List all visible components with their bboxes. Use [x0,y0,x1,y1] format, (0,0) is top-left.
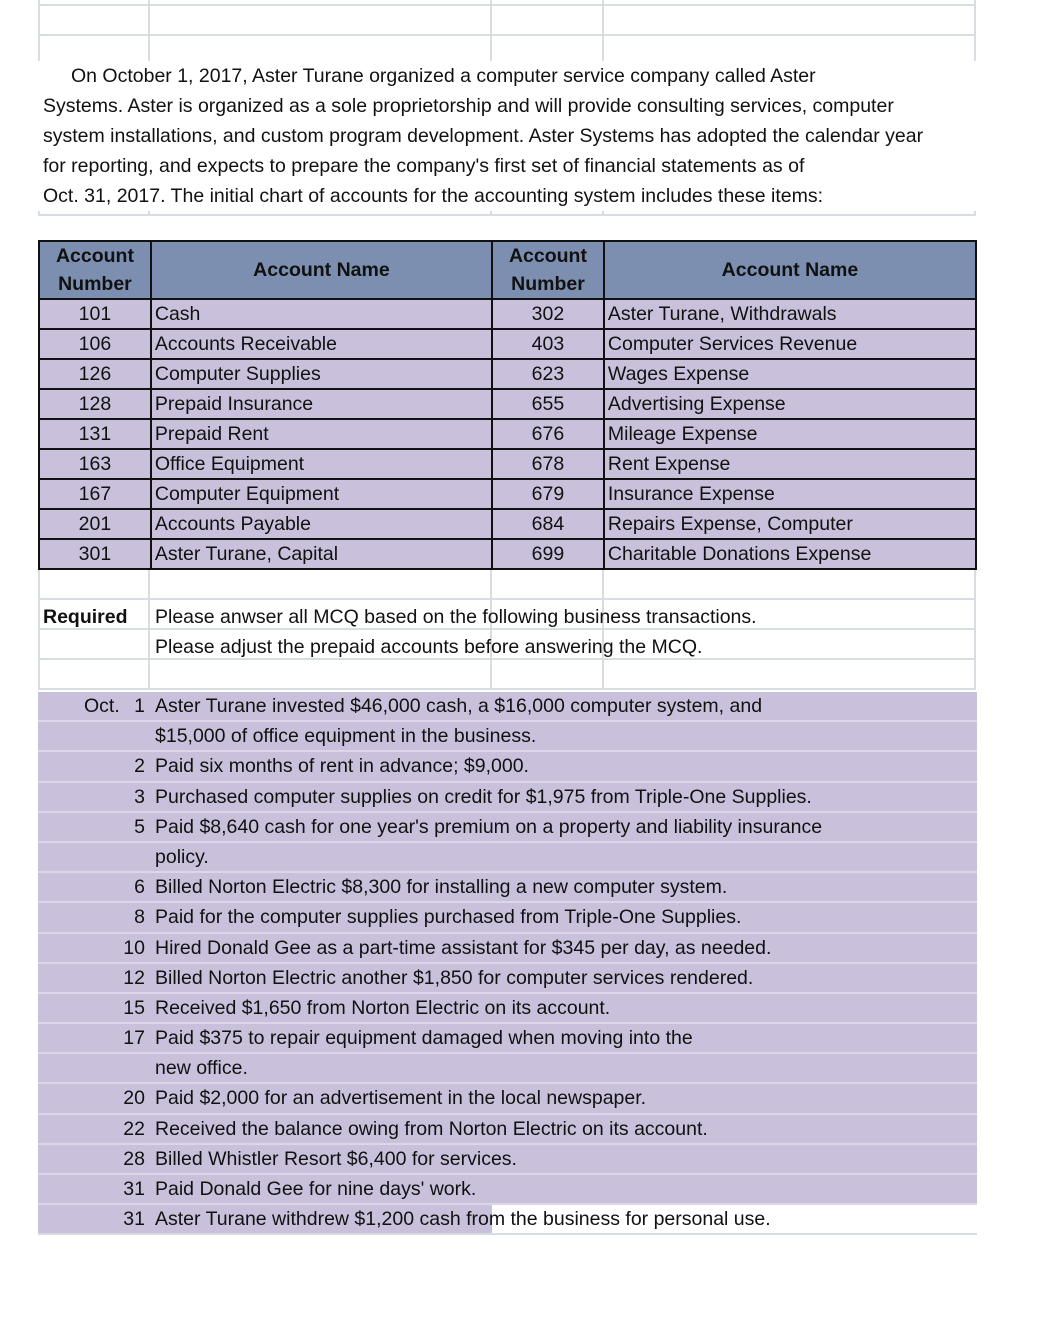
account-name-cell: Charitable Donations Expense [604,539,976,569]
transaction-day: 31 [123,1178,145,1200]
account-name-cell: Wages Expense [604,359,976,389]
account-number-cell: 201 [39,509,151,539]
account-name-header: Account Name [151,241,492,299]
account-name-cell: Aster Turane, Withdrawals [604,299,976,329]
transactions-list [38,692,977,1235]
account-name-cell: Prepaid Rent [151,419,492,449]
transaction-month: Oct. [84,695,120,717]
grid-row [38,660,976,690]
list-item [38,692,977,722]
transaction-text: policy. [155,845,209,868]
intro-line-2: Systems. Aster is organized as a sole proprietorship and will provide consulting services, computer [38,91,976,121]
required-instruction-2: Please adjust the prepaid accounts before answering the MCQ. [155,636,703,658]
table-row [39,329,976,359]
transaction-day: 5 [134,815,145,838]
required-label: Required [43,606,128,628]
table-row [39,539,976,569]
transaction-text: Billed Norton Electric another $1,850 for computer services rendered. [155,966,754,989]
account-number-cell: 655 [492,389,604,419]
account-name-cell: Computer Equipment [151,479,492,509]
intro-line-5: Oct. 31, 2017. The initial chart of accounts for the accounting system includes these items: [38,181,976,211]
transaction-text: Billed Whistler Resort $6,400 for services. [155,1147,517,1170]
transaction-text: Paid for the computer supplies purchased from Triple-One Supplies. [155,906,742,929]
list-item [38,783,977,813]
transaction-day: 1 [134,695,145,717]
transaction-text: Paid $375 to repair equipment damaged when moving into the [155,1027,693,1050]
account-name-cell: Computer Supplies [151,359,492,389]
account-name-cell: Computer Services Revenue [604,329,976,359]
table-row [39,419,976,449]
account-number-header: Account Number [39,241,151,299]
account-name-cell: Prepaid Insurance [151,389,492,419]
account-name-cell: Accounts Payable [151,509,492,539]
transaction-day: 2 [134,755,145,778]
transaction-text: Paid six months of rent in advance; $9,000. [155,755,529,778]
transaction-text: Purchased computer supplies on credit for $1,975 from Triple-One Supplies. [155,785,812,808]
account-name-cell: Mileage Expense [604,419,976,449]
account-number-cell: 403 [492,329,604,359]
transaction-day: 22 [123,1117,145,1140]
account-number-cell: 301 [39,539,151,569]
transaction-text: Received the balance owing from Norton Electric on its account. [155,1117,708,1140]
account-name-cell: Accounts Receivable [151,329,492,359]
transaction-day: 15 [123,996,145,1019]
list-item [38,873,977,903]
account-number-cell: 106 [39,329,151,359]
account-name-cell: Advertising Expense [604,389,976,419]
transaction-text: Aster Turane withdrew $1,200 cash from the business for personal use. [155,1208,771,1231]
transaction-day: 12 [123,966,145,989]
table-row [39,389,976,419]
account-number-cell: 128 [39,389,151,419]
list-item [38,1115,977,1145]
account-number-cell: 679 [492,479,604,509]
account-name-cell: Insurance Expense [604,479,976,509]
account-number-cell: 131 [39,419,151,449]
account-name-cell: Repairs Expense, Computer [604,509,976,539]
list-item [38,843,977,873]
transaction-day: 20 [123,1087,145,1110]
list-item [38,1054,977,1084]
transaction-text: Billed Norton Electric $8,300 for installing a new computer system. [155,876,728,899]
list-item [38,994,977,1024]
account-number-cell: 302 [492,299,604,329]
intro-line-1: On October 1, 2017, Aster Turane organized a computer service company called Aster [38,61,976,91]
table-row [39,299,976,329]
account-name-cell: Rent Expense [604,449,976,479]
account-number-cell: 678 [492,449,604,479]
account-name-cell: Aster Turane, Capital [151,539,492,569]
account-number-cell: 684 [492,509,604,539]
transaction-day: 8 [134,906,145,929]
transaction-text: Paid Donald Gee for nine days' work. [155,1178,477,1200]
transaction-day: 3 [134,785,145,808]
list-item [38,813,977,843]
required-instruction-1: Please anwser all MCQ based on the following business transactions. [155,606,757,628]
transaction-text: Hired Donald Gee as a part-time assistant for $345 per day, as needed. [155,936,772,959]
account-name-cell: Cash [151,299,492,329]
account-number-cell: 126 [39,359,151,389]
list-item [38,1145,977,1175]
transaction-day: 17 [123,1027,145,1050]
list-item [38,1175,977,1205]
transaction-text: $15,000 of office equipment in the business. [155,725,537,748]
intro-line-3: system installations, and custom program development. Aster Systems has adopted the calendar year [38,121,983,151]
table-row [39,449,976,479]
list-item [38,964,977,994]
account-name-cell: Office Equipment [151,449,492,479]
transaction-text: Paid $8,640 cash for one year's premium on a property and liability insurance [155,815,823,838]
list-item [38,722,977,752]
transaction-day: 28 [123,1147,145,1170]
list-item [38,1205,977,1235]
transaction-day: 31 [123,1208,145,1231]
account-number-cell: 163 [39,449,151,479]
list-item [38,934,977,964]
account-name-header: Account Name [604,241,976,299]
intro-line-4: for reporting, and expects to prepare the company's first set of financial statements as of [38,151,976,181]
chart-of-accounts-table [38,240,977,570]
list-item [38,752,977,782]
list-item [38,903,977,933]
account-number-cell: 101 [39,299,151,329]
account-number-header: Account Number [492,241,604,299]
transaction-day: 10 [123,936,145,959]
list-item [38,1084,977,1114]
transaction-text: Paid $2,000 for an advertisement in the local newspaper. [155,1087,647,1110]
transaction-day: 6 [134,876,145,899]
table-row [39,479,976,509]
table-header-row [39,241,976,299]
list-item [38,1024,977,1054]
account-number-cell: 623 [492,359,604,389]
transaction-text: new office. [155,1057,248,1080]
account-number-cell: 699 [492,539,604,569]
account-number-cell: 167 [39,479,151,509]
grid-row [38,6,976,36]
grid-row [38,570,976,600]
transaction-text: Received $1,650 from Norton Electric on its account. [155,996,611,1019]
table-row [39,509,976,539]
account-number-cell: 676 [492,419,604,449]
table-row [39,359,976,389]
transaction-text: Aster Turane invested $46,000 cash, a $16,000 computer system, and [155,695,763,717]
